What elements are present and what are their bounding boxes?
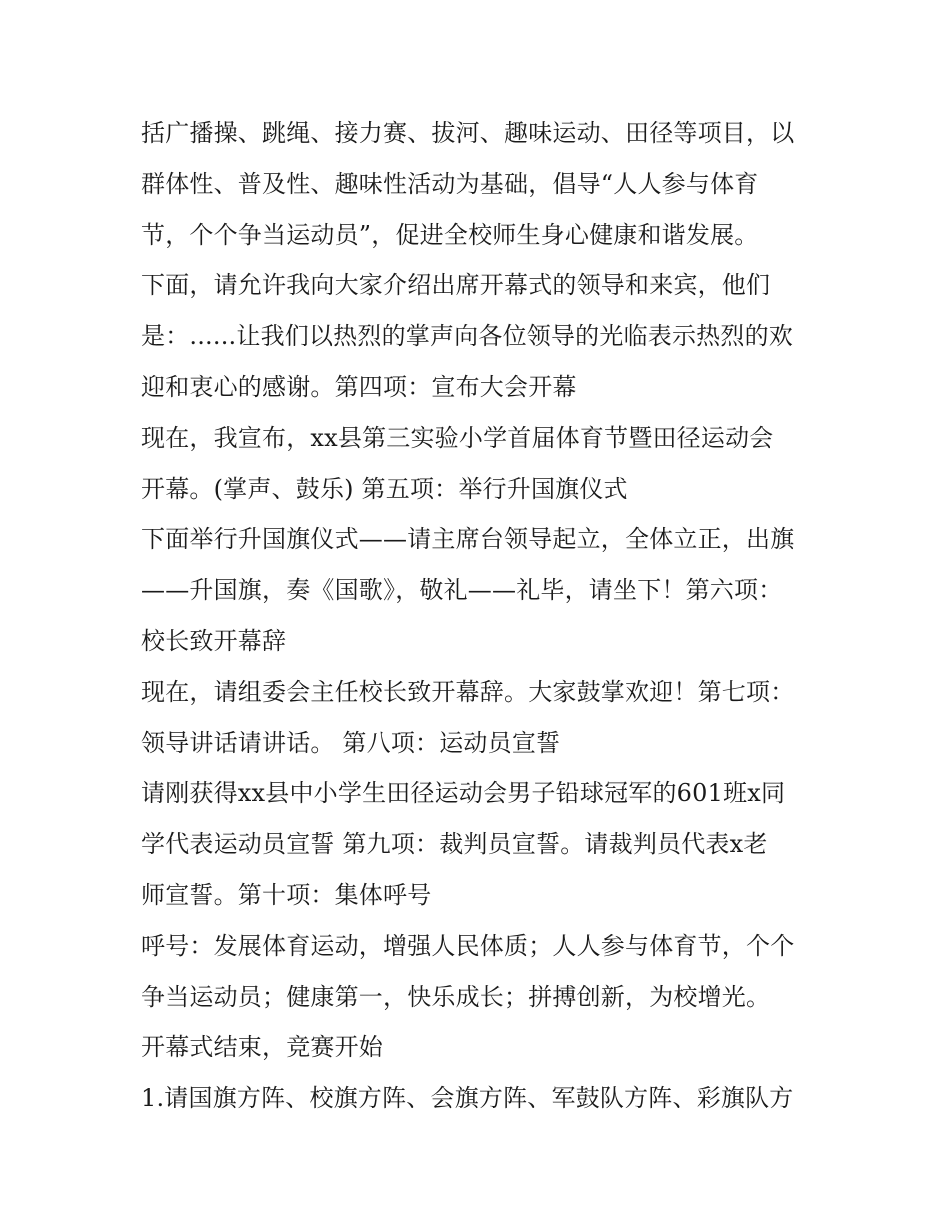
text-line: 开幕式结束，竞赛开始	[141, 1033, 383, 1062]
text-line: 争当运动员；健康第一，快乐成长；拼搏创新，为校增光。	[141, 982, 771, 1011]
text-line: ——升国旗，奏《国歌》，敬礼——礼毕，请坐下！第六项：	[141, 576, 783, 605]
text-line: 校长致开幕辞	[141, 626, 287, 655]
text-line: 括广播操、跳绳、接力赛、拔河、趣味运动、田径等项目，以	[141, 119, 795, 147]
text-line: 现在，我宣布，xx县第三实验小学首届体育节暨田径运动会	[141, 423, 774, 452]
text-line: 现在，请组委会主任校长致开幕辞。大家鼓掌欢迎！第七项：	[141, 677, 795, 706]
text-line: 请刚获得xx县中小学生田径运动会男子铅球冠军的601班x同	[141, 779, 786, 808]
text-line: 学代表运动员宣誓 第九项：裁判员宣誓。请裁判员代表x老	[141, 830, 768, 859]
text-line: 1.请国旗方阵、校旗方阵、会旗方阵、军鼓队方阵、彩旗队方	[141, 1084, 794, 1113]
text-line: 呼号：发展体育运动，增强人民体质；人人参与体育节，个个	[141, 931, 795, 960]
text-line: 是：......让我们以热烈的掌声向各位领导的光临表示热烈的欢	[141, 322, 793, 351]
text-line: 师宣誓。第十项：集体呼号	[141, 880, 432, 909]
text-line: 领导讲话请讲话。 第八项：运动员宣誓	[141, 728, 561, 757]
text-line: 群体性、普及性、趣味性活动为基础，倡导“人人参与体育	[141, 169, 759, 198]
text-line: 节，个个争当运动员”，促进全校师生身心健康和谐发展。	[141, 220, 759, 249]
text-line: 开幕。(掌声、鼓乐) 第五项：举行升国旗仪式	[141, 474, 628, 503]
text-line: 下面，请允许我向大家介绍出席开幕式的领导和来宾，他们	[141, 271, 771, 300]
text-line: 下面举行升国旗仪式——请主席台领导起立，全体立正，出旗	[141, 525, 795, 554]
text-line: 迎和衷心的感谢。第四项：宣布大会开幕	[141, 372, 577, 401]
document-body	[141, 108, 821, 1124]
